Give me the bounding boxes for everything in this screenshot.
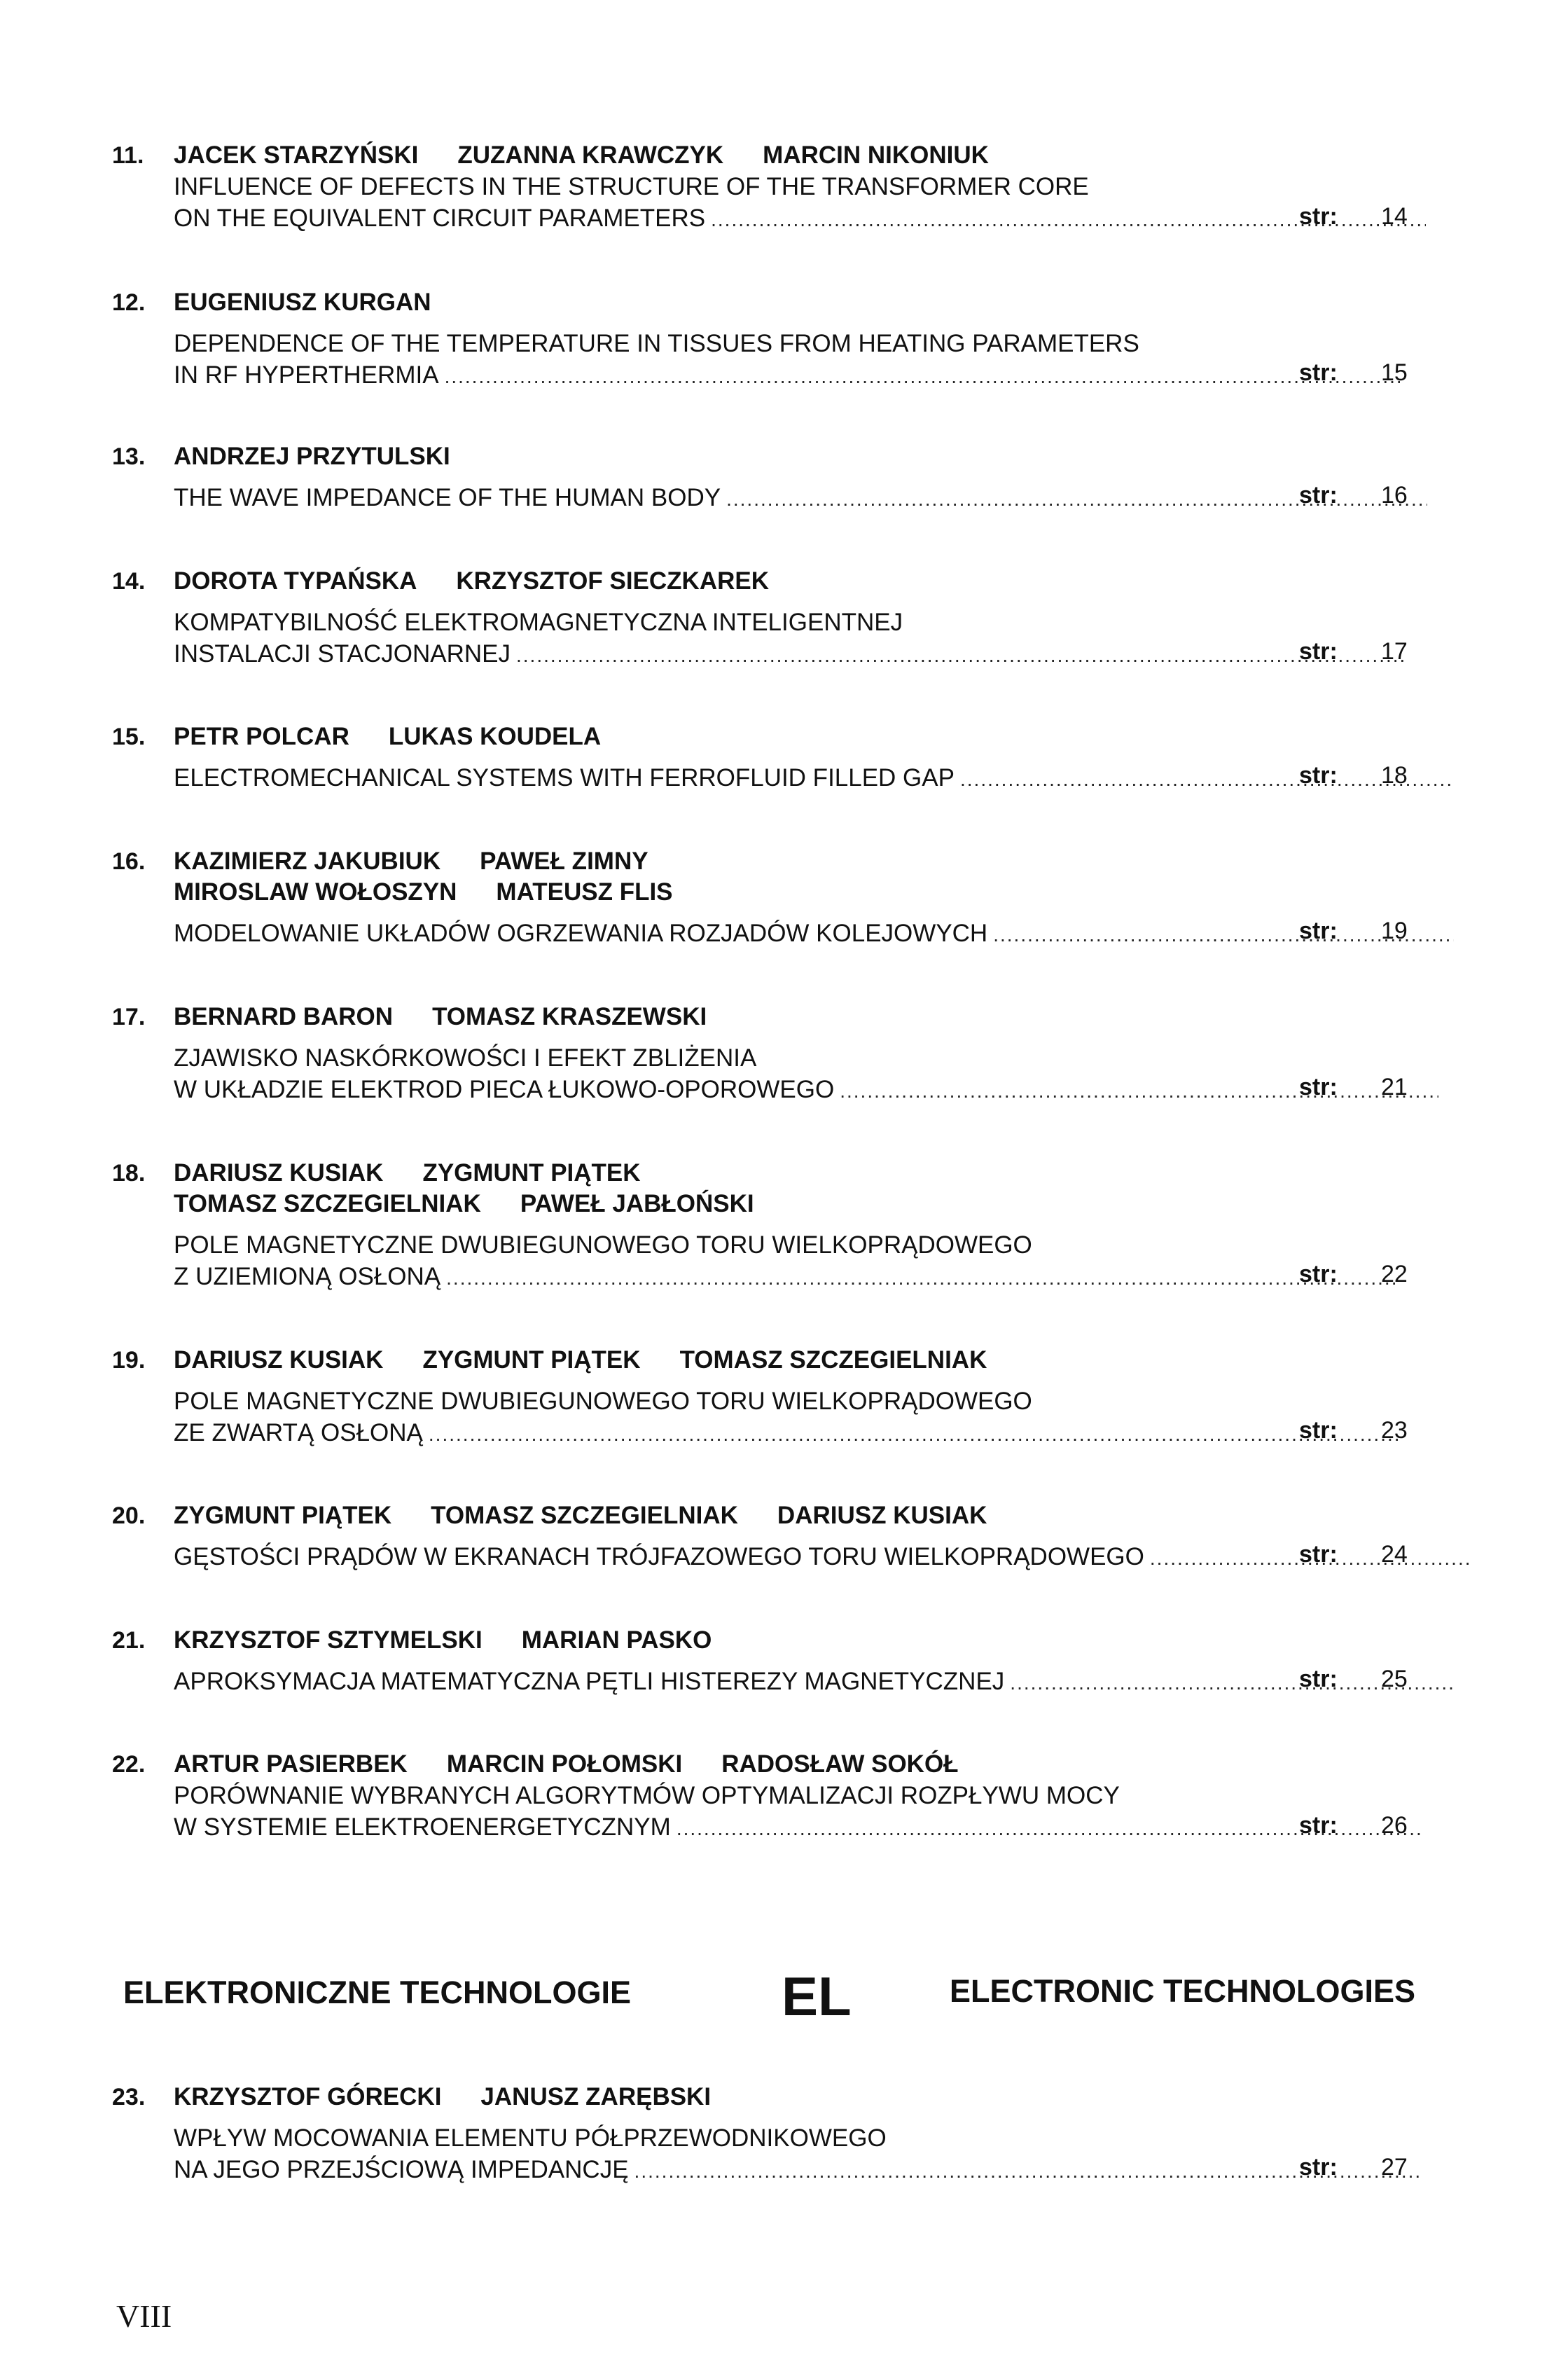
title-line: ZE ZWARTĄ OSŁONĄ bbox=[174, 1419, 423, 1446]
section-title-pl: ELEKTRONICZNE TECHNOLOGIE bbox=[123, 1975, 632, 2010]
title-line: GĘSTOŚCI PRĄDÓW W EKRANACH TRÓJFAZOWEGO TORU WIELKOPRĄDOWEGO bbox=[174, 1543, 1144, 1570]
entry-authors bbox=[174, 721, 1509, 752]
entry-number: 13. bbox=[112, 443, 146, 470]
page-number: 14 bbox=[1381, 203, 1408, 230]
author: LUKAS KOUDELA bbox=[388, 723, 602, 750]
entry-authors bbox=[174, 287, 1509, 318]
entry-authors bbox=[174, 441, 1509, 472]
title-line: KOMPATYBILNOŚĆ ELEKTROMAGNETYCZNA INTELIGENTNEJ bbox=[174, 609, 903, 636]
author: JACEK STARZYŃSKI bbox=[174, 141, 419, 169]
author: RADOSŁAW SOKÓŁ bbox=[721, 1750, 959, 1778]
page-label: str: bbox=[1299, 762, 1338, 789]
page-number: 18 bbox=[1381, 762, 1408, 789]
page-label: str: bbox=[1299, 1812, 1338, 1839]
author: MARCIN NIKONIUK bbox=[763, 141, 989, 169]
author: DARIUSZ KUSIAK bbox=[777, 1502, 987, 1529]
page-number: 26 bbox=[1381, 1812, 1408, 1839]
entry-authors bbox=[174, 1345, 1509, 1376]
page-number: 25 bbox=[1381, 1666, 1408, 1692]
author: MATEUSZ FLIS bbox=[496, 878, 673, 906]
author: DOROTA TYPAŃSKA bbox=[174, 567, 417, 595]
entry-number: 23. bbox=[112, 2084, 146, 2110]
title-line: MODELOWANIE UKŁADÓW OGRZEWANIA ROZJADÓW KOLEJOWYCH bbox=[174, 920, 988, 947]
page-label: str: bbox=[1299, 203, 1338, 230]
author: TOMASZ SZCZEGIELNIAK bbox=[431, 1502, 738, 1529]
entry-authors bbox=[174, 1158, 1509, 1189]
author: DARIUSZ KUSIAK bbox=[174, 1346, 384, 1374]
entry-authors bbox=[174, 1002, 1509, 1032]
entry-number: 15. bbox=[112, 724, 146, 750]
page-label: str: bbox=[1299, 1417, 1338, 1444]
author: KRZYSZTOF SIECZKAREK bbox=[456, 567, 769, 595]
entry-number: 20. bbox=[112, 1502, 146, 1529]
author: PAWEŁ ZIMNY bbox=[480, 848, 648, 875]
page-label: str: bbox=[1299, 1261, 1338, 1287]
entry-authors bbox=[174, 2082, 1509, 2113]
author: ARTUR PASIERBEK bbox=[174, 1750, 408, 1778]
title-line: W SYSTEMIE ELEKTROENERGETYCZNYM bbox=[174, 1813, 671, 1841]
entry-number: 12. bbox=[112, 289, 146, 316]
page-label: str: bbox=[1299, 1666, 1338, 1692]
title-line: APROKSYMACJA MATEMATYCZNA PĘTLI HISTEREZY MAGNETYCZNEJ bbox=[174, 1668, 1005, 1695]
author: DARIUSZ KUSIAK bbox=[174, 1159, 384, 1187]
entry-authors bbox=[174, 140, 1509, 171]
page-number: 15 bbox=[1381, 359, 1408, 386]
author: BERNARD BARON bbox=[174, 1003, 394, 1030]
page-label: str: bbox=[1299, 359, 1338, 386]
title-line: NA JEGO PRZEJŚCIOWĄ IMPEDANCJĘ bbox=[174, 2156, 629, 2183]
title-line: DEPENDENCE OF THE TEMPERATURE IN TISSUES FROM HEATING PARAMETERS bbox=[174, 330, 1139, 357]
page-number: 21 bbox=[1381, 1074, 1408, 1100]
title-line: THE WAVE IMPEDANCE OF THE HUMAN BODY bbox=[174, 484, 721, 511]
entry-authors bbox=[174, 1500, 1509, 1531]
author: TOMASZ KRASZEWSKI bbox=[432, 1003, 707, 1030]
title-line: INSTALACJI STACJONARNEJ bbox=[174, 640, 511, 668]
entry-number: 14. bbox=[112, 568, 146, 595]
author: KAZIMIERZ JAKUBIUK bbox=[174, 848, 441, 875]
leader-dots bbox=[445, 361, 1400, 392]
entry-number: 21. bbox=[112, 1627, 146, 1654]
entry-authors bbox=[174, 1625, 1509, 1656]
page-number: 23 bbox=[1381, 1417, 1408, 1444]
author: TOMASZ SZCZEGIELNIAK bbox=[679, 1346, 987, 1374]
leader-dots bbox=[429, 1418, 1399, 1450]
author: MIROSLAW WOŁOSZYN bbox=[174, 878, 457, 906]
leader-dots bbox=[446, 1262, 1400, 1294]
author: ANDRZEJ PRZYTULSKI bbox=[174, 443, 450, 470]
entry-authors bbox=[174, 1189, 1509, 1219]
title-line: INFLUENCE OF DEFECTS IN THE STRUCTURE OF THE TRANSFORMER CORE bbox=[174, 173, 1089, 200]
title-line: Z UZIEMIONĄ OSŁONĄ bbox=[174, 1263, 441, 1290]
section-header bbox=[123, 1965, 1496, 2027]
author: KRZYSZTOF SZTYMELSKI bbox=[174, 1626, 483, 1654]
entry-number: 11. bbox=[112, 142, 144, 169]
author: MARIAN PASKO bbox=[521, 1626, 712, 1654]
page-number: 24 bbox=[1381, 1541, 1408, 1568]
entry-authors bbox=[174, 846, 1509, 877]
entry-number: 22. bbox=[112, 1751, 146, 1778]
page-number: 16 bbox=[1381, 482, 1408, 509]
title-line: ZJAWISKO NASKÓRKOWOŚCI I EFEKT ZBLIŻENIA bbox=[174, 1044, 757, 1072]
leader-dots bbox=[840, 1075, 1438, 1107]
author: MARCIN POŁOMSKI bbox=[446, 1750, 683, 1778]
page-label: str: bbox=[1299, 2154, 1338, 2180]
title-line: W UKŁADZIE ELEKTROD PIECA ŁUKOWO-OPOROWEGO bbox=[174, 1076, 835, 1103]
author: ZUZANNA KRAWCZYK bbox=[457, 141, 724, 169]
leader-dots bbox=[960, 763, 1450, 795]
title-line: PORÓWNANIE WYBRANYCH ALGORYTMÓW OPTYMALIZACJI ROZPŁYWU MOCY bbox=[174, 1782, 1120, 1809]
page-number: 17 bbox=[1381, 638, 1408, 665]
entry-number: 16. bbox=[112, 848, 146, 875]
author: JANUSZ ZARĘBSKI bbox=[480, 2083, 712, 2110]
entry-authors bbox=[174, 566, 1509, 597]
section-title-en: ELECTRONIC TECHNOLOGIES bbox=[950, 1973, 1416, 2009]
author: ZYGMUNT PIĄTEK bbox=[422, 1346, 641, 1374]
author: PETR POLCAR bbox=[174, 723, 349, 750]
page-label: str: bbox=[1299, 482, 1338, 509]
title-line: ELECTROMECHANICAL SYSTEMS WITH FERROFLUID FILLED GAP bbox=[174, 764, 955, 792]
author: PAWEŁ JABŁOŃSKI bbox=[520, 1190, 754, 1217]
page-label: str: bbox=[1299, 1074, 1338, 1100]
page-number: 19 bbox=[1381, 918, 1408, 944]
title-line: POLE MAGNETYCZNE DWUBIEGUNOWEGO TORU WIELKOPRĄDOWEGO bbox=[174, 1231, 1032, 1259]
title-line: ON THE EQUIVALENT CIRCUIT PARAMETERS bbox=[174, 205, 706, 232]
leader-dots bbox=[516, 640, 1407, 671]
entry-number: 19. bbox=[112, 1347, 146, 1374]
title-line: WPŁYW MOCOWANIA ELEMENTU PÓŁPRZEWODNIKOWEGO bbox=[174, 2124, 887, 2152]
entry-number: 18. bbox=[112, 1160, 146, 1187]
page-number: 22 bbox=[1381, 1261, 1408, 1287]
page-label: str: bbox=[1299, 918, 1338, 944]
entry-authors bbox=[174, 877, 1509, 908]
page-label: str: bbox=[1299, 638, 1338, 665]
section-code: EL bbox=[782, 1965, 852, 2027]
page-label: str: bbox=[1299, 1541, 1338, 1568]
page-folio: VIII bbox=[116, 2298, 172, 2334]
page-number: 27 bbox=[1381, 2154, 1408, 2180]
author: EUGENIUSZ KURGAN bbox=[174, 289, 431, 316]
entry-authors bbox=[174, 1749, 1509, 1780]
author: KRZYSZTOF GÓRECKI bbox=[174, 2083, 442, 2110]
author: TOMASZ SZCZEGIELNIAK bbox=[174, 1190, 481, 1217]
author: ZYGMUNT PIĄTEK bbox=[174, 1502, 392, 1529]
title-line: IN RF HYPERTHERMIA bbox=[174, 361, 439, 389]
author: ZYGMUNT PIĄTEK bbox=[422, 1159, 641, 1187]
title-line: POLE MAGNETYCZNE DWUBIEGUNOWEGO TORU WIELKOPRĄDOWEGO bbox=[174, 1388, 1032, 1415]
entry-number: 17. bbox=[112, 1004, 146, 1030]
